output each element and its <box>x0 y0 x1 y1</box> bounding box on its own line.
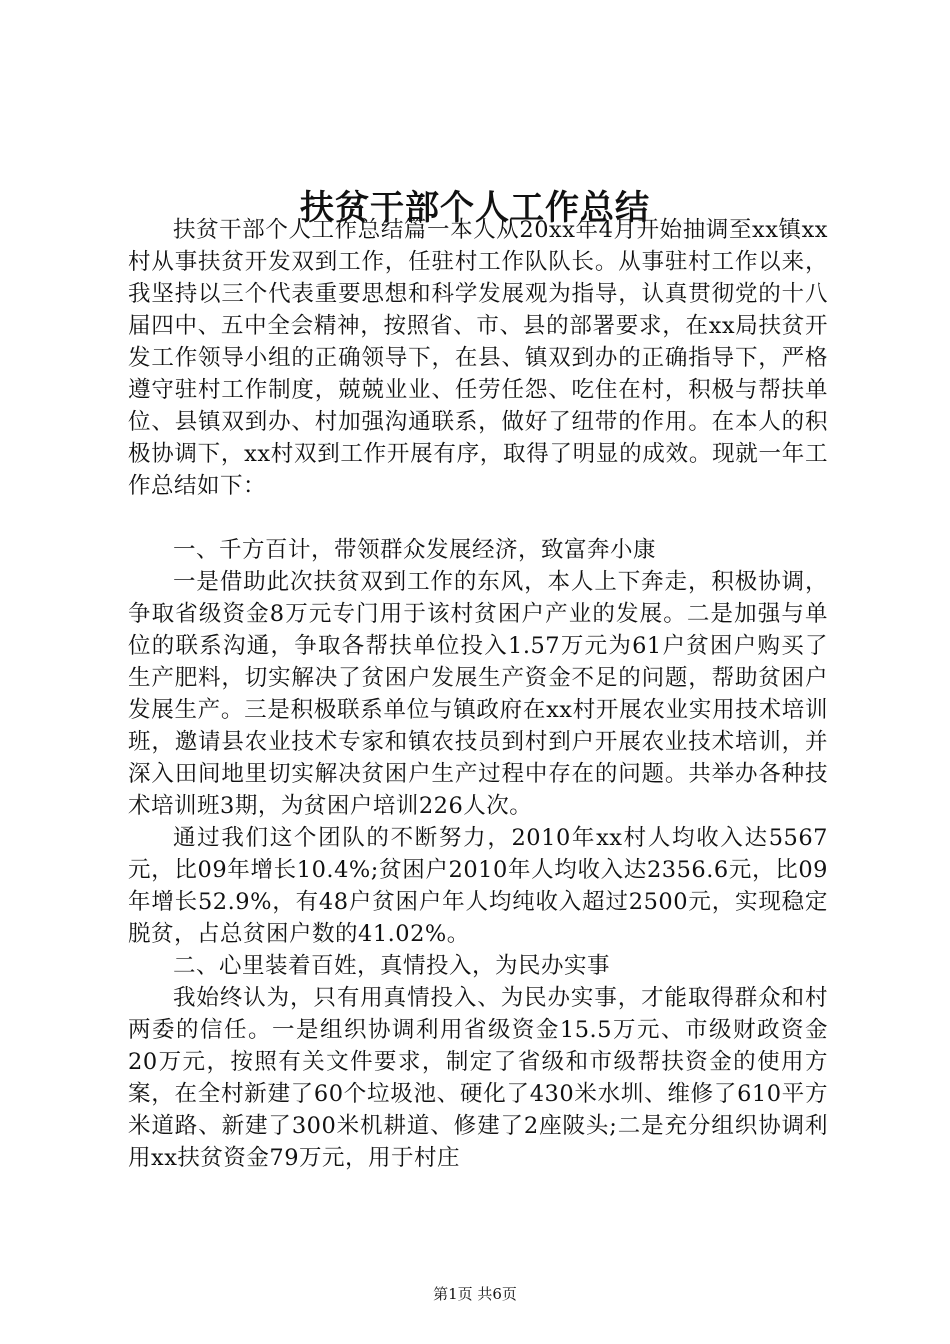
section-heading-1: 一、千方百计，带领群众发展经济，致富奔小康 <box>173 537 657 563</box>
intro-paragraph: 扶贫干部个人工作总结篇一本人从20xx年4月开始抽调至xx镇xx村从事扶贫开发双到工作，任驻村工作队队长。从事驻村工作以来，我坚持以三个代表重要思想和科学发展观为指导，认真贯彻党的十八届四中、五中全会精神，按照省、市、县的部署要求，在xx局扶贫开发工作领导小组的正确领导下，在县、镇双到办的正确指导下，严格遵守驻村工作制度，兢兢业业、任劳任怨、吃住在村，积极与帮扶单位、县镇双到办、村加强沟通联系，做好了纽带的作用。在本人的积极协调下，xx村双到工作开展有序，取得了明显的成效。现就一年工作总结如下： <box>128 217 828 499</box>
results-paragraph: 通过我们这个团队的不断努力，2010年xx村人均收入达5567元，比09年增长10.4%;贫困户2010年人均收入达2356.6元，比09年增长52.9%，有48户贫困户年人均纯收入超过2500元，实现稳定脱贫，占总贫困户数的41.02%。 <box>128 825 828 947</box>
page-footer: 第1页 共6页 <box>433 1285 517 1303</box>
document-body <box>128 214 828 1174</box>
section-heading-2: 二、心里装着百姓，真情投入，为民办实事 <box>173 953 611 979</box>
section-2-paragraph: 我始终认为，只有用真情投入、为民办实事，才能取得群众和村两委的信任。一是组织协调利用省级资金15.5万元、市级财政资金20万元，按照有关文件要求，制定了省级和市级帮扶资金的使用方案，在全村新建了60个垃圾池、硬化了430米水圳、维修了610平方米道路、新建了300米机耕道、修建了2座陂头;二是充分组织协调利用xx扶贫资金79万元，用于村庄 <box>128 985 828 1171</box>
section-1-paragraph: 一是借助此次扶贫双到工作的东风，本人上下奔走，积极协调，争取省级资金8万元专门用于该村贫困户产业的发展。二是加强与单位的联系沟通，争取各帮扶单位投入1.57万元为61户贫困户购买了生产肥料，切实解决了贫困户发展生产资金不足的问题，帮助贫困户发展生产。三是积极联系单位与镇政府在xx村开展农业实用技术培训班，邀请县农业技术专家和镇农技员到村到户开展农业技术培训，并深入田间地里切实解决贫困户生产过程中存在的问题。共举办各种技术培训班3期，为贫困户培训226人次。 <box>128 569 828 819</box>
document-title: 扶贫干部个人工作总结 <box>300 188 650 228</box>
